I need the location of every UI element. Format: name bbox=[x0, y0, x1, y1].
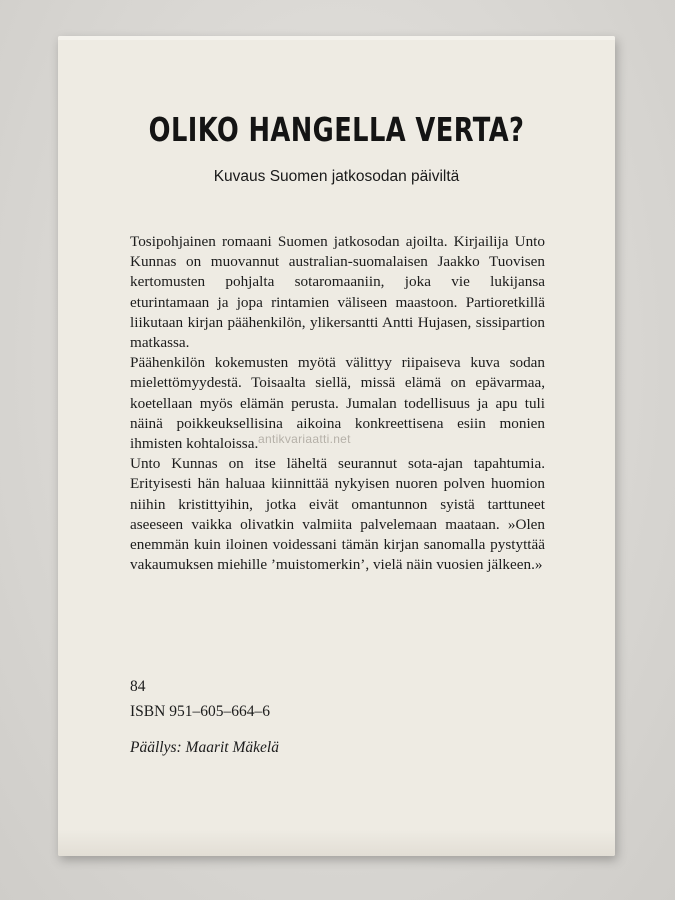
blurb-paragraph: Unto Kunnas on itse läheltä seurannut sota-ajan tapahtumia. Erityisesti hän haluaa kiinnittää nykyisen nuoren polven huomion niihin kristittyihin, jotka eivät omantunnon syistä tarttuneet aseeseen vaikka olivatkin valmiita palvelemaan maataan. »Olen enemmän kuin iloinen voidessani tämän kirjan sanomalla pystyttää vakaumuksen miehille ’muistomerkin’, vielä näin vuosien jälkeen.» bbox=[130, 455, 545, 574]
blurb-paragraph: Tosipohjainen romaani Suomen jatkosodan ajoilta. Kirjailija Unto Kunnas on muovannut australian-suomalaisen Jaakko Tuovisen kertomusten pohjalta sotaromaaniin, joka vie lukijansa eturintamaan ja jopa rintamien väliseen maastoon. Partioretkillä liikutaan kirjan päähenkilön, ylikersantti Antti Hujasen, sissipartion matkassa. bbox=[130, 233, 545, 352]
blurb-text bbox=[130, 232, 545, 575]
book-subtitle: Kuvaus Suomen jatkosodan päiviltä bbox=[213, 168, 460, 185]
book-back-cover bbox=[58, 36, 615, 856]
cover-credit: Päällys: Maarit Mäkelä bbox=[130, 739, 279, 756]
blurb-paragraph: Päähenkilön kokemusten myötä välittyy riipaiseva kuva sodan mielettömyydestä. Toisaalta siellä, missä elämä on epävarmaa, koetellaan myös elämän perusta. Jumalan todellisuus ja apu tuli näinä poikkeuksellisina aikoina konkreettisena esiin monien ihmisten kohtaloissa. bbox=[130, 354, 545, 453]
book-number: 84 bbox=[130, 678, 146, 695]
watermark: antikvariaatti.net bbox=[258, 432, 351, 446]
book-top-edge bbox=[58, 36, 615, 40]
book-title: OLIKO HANGELLA VERTA? bbox=[148, 110, 525, 149]
isbn: ISBN 951–605–664–6 bbox=[130, 703, 270, 720]
